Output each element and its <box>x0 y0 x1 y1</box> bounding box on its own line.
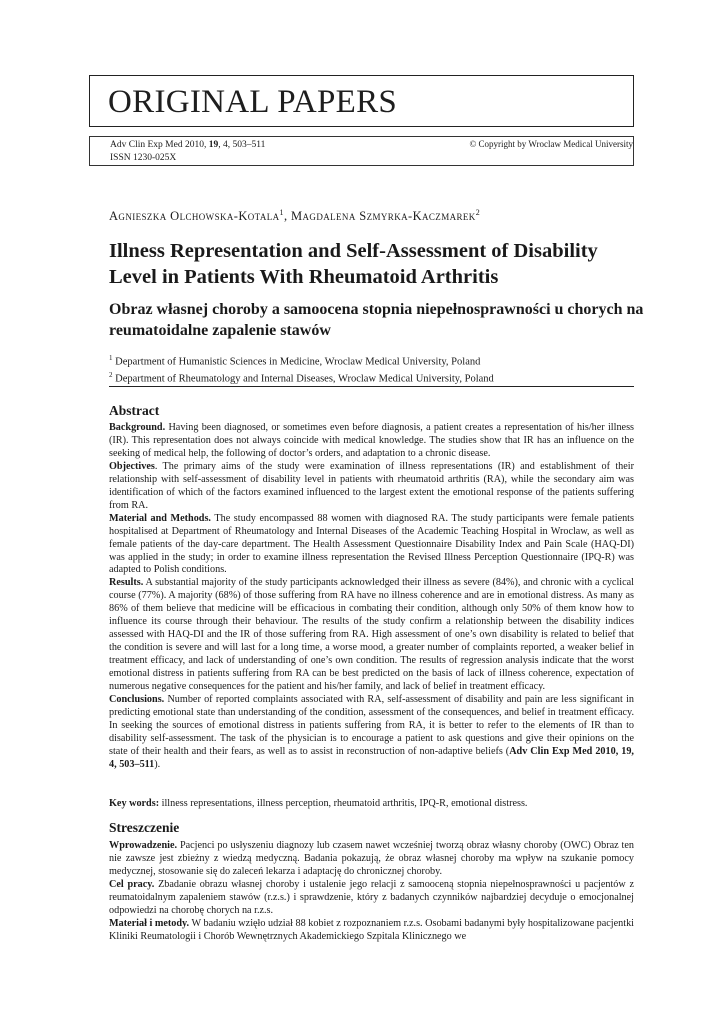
aim-text: Zbadanie obrazu własnej choroby i ustalenie jego relacji z samooceną stopnia niepełnosprawności u pacjentów z reumatoidalnym zapaleniem stawów (r.z.s.) i sprawdzenie, który z badanych czynników najbardziej decyduje o emocjonalnej odpowiedzi na chorobę chorych na r.z.s. <box>109 878 635 916</box>
citation-volume: 19 <box>208 140 219 150</box>
author-separator: , <box>283 209 292 224</box>
conclusions-label: Conclusions. <box>109 694 165 706</box>
abstract-results <box>109 577 634 694</box>
abstract-body <box>109 422 634 772</box>
affiliation-1-mark: 1 <box>109 354 113 362</box>
affiliation-1-text: Department of Humanistic Sciences in Medicine, Wroclaw Medical University, Poland <box>115 356 481 368</box>
intro-text: Pacjenci po usłyszeniu diagnozy lub czasem nawet wcześniej tworzą obraz własny choroby (OWC) Obraz ten nie zawsze jest zbieżny z wiedzą medyczną. Badania pokazują, że obraz własnej choroby ma wpływ na szukanie pomocy medycznej, stosowanie się do zaleceń lekarza i adaptację do chronicznej choroby. <box>109 840 635 877</box>
conclusions-citation: Adv Clin Exp Med 2010, 19, 4, 503–511 <box>109 745 634 770</box>
background-label: Background. <box>109 422 166 433</box>
objectives-text: . The primary aims of the study were examination of illness representations (IR) and establishment of their relationship with self-assessment of disability level in patients with rheumatoid arthritis (RA), while the secondary aim was identification of which of the factors examined influenced to the largest extent the emotional response of the patients suffering from RA. <box>109 460 634 511</box>
abstract-objectives <box>109 461 634 513</box>
author-1-affiliation-mark: 1 <box>279 208 284 217</box>
results-text: A substantial majority of the study participants acknowledged their illness as severe (84%), and chronic with a cyclical course (77%). A majority (68%) of those suffering from RA have no illness coherence and are in emotional distress. As many as 86% of them believe that medicine will be efficacious in combating their condition, although only 50% of them know how to influence its course through their behaviour. The results of the study confirm a relationship between the disability indices assessed with HAQ-DI and the IR of those suffering from RA. High assessment of one’s own disability is related to belief that the condition is severe and will last for a long time, a worse mood, a greater number of complaints reported, a weaker belief in treatment efficacy, and lack of understanding of one’s own condition. The results of regression analysis indicate that the worst emotional distress in patients suffering from RA can be best predicted on the basis of lack of illness coherence, expectation of numerous negative consequences for the patient and his/her family, and lack of belief in treatment efficacy. <box>109 577 634 693</box>
author-2: Magdalena Szmyrka-Kaczmarek <box>291 209 476 224</box>
citation-issn: ISSN 1230-025X <box>110 153 177 163</box>
methods-text: The study encompassed 88 women with diagnosed RA. The study participants were female patients hospitalised at Department of Rheumatology and Internal Diseases of the Academic Teaching Hospital in Wroclaw, as well as female patients of the day-care department. The Health Assessment Questionnaire Disability Index and Pain Scale (HAQ-DI) was applied in the study; in order to examine illness representation the Revised Illness Perception Questionnaire (IPQ-R) was adapted to Polish conditions. <box>109 512 634 576</box>
streszczenie-methods <box>109 918 634 944</box>
author-2-affiliation-mark: 2 <box>475 208 481 217</box>
keywords <box>109 797 634 810</box>
affiliation-2-mark: 2 <box>109 371 113 379</box>
objectives-label: Objectives <box>109 460 155 472</box>
abstract-heading: Abstract <box>109 403 160 418</box>
results-label: Results. <box>109 577 144 589</box>
author-1: Agnieszka Olchowska-Kotala <box>109 209 280 224</box>
affiliation-2 <box>109 369 629 386</box>
streszczenie-aim <box>109 879 634 918</box>
copyright-notice: © Copyright by Wroclaw Medical University <box>469 139 633 149</box>
author-list <box>109 208 480 224</box>
affiliation-1 <box>109 352 629 369</box>
methods-label: Material and Methods. <box>109 512 211 524</box>
aim-label: Cel pracy. <box>109 878 155 890</box>
citation-pages: , 4, 503–511 <box>218 140 266 150</box>
citation-journal: Adv Clin Exp Med 2010, <box>110 140 209 150</box>
paper-title-polish: Obraz własnej choroby a samoocena stopnia niepełnosprawności u chorych na reumatoidalne zapalenie stawów <box>109 301 644 339</box>
conclusions-end: ). <box>154 758 161 770</box>
streszczenie-heading: Streszczenie <box>109 820 180 835</box>
paper-title: Illness Representation and Self-Assessment of Disability Level in Patients With Rheumatoid Arthritis <box>109 240 598 288</box>
divider-rule <box>109 386 634 387</box>
streszczenie-methods-label: Materiał i metody. <box>109 917 190 929</box>
section-title: ORIGINAL PAPERS <box>108 84 398 120</box>
intro-label: Wprowadzenie. <box>109 840 178 851</box>
abstract-background <box>109 422 634 461</box>
affiliations <box>109 352 629 386</box>
conclusions-text: Number of reported complaints associated with RA, self-assessment of disability and pain are less significant in predicting emotional state than understanding of the condition, assessment of the consequences, and belief in treatment efficacy. In seeking the sources of emotional distress in patients suffering from RA, it is better to refer to the elements of IR than to disability self-assessment. The task of the physician is to encourage a patient to ask questions and give their opinions on the state of their health and their fears, as well as to assist in reconstruction of non-adaptive beliefs ( <box>109 694 634 757</box>
streszczenie-intro <box>109 840 634 879</box>
keywords-text: illness representations, illness perception, rheumatoid arthritis, IPQ-R, emotional distress. <box>161 798 528 809</box>
abstract-methods <box>109 513 634 578</box>
background-text: Having been diagnosed, or sometimes even before diagnosis, a patient creates a representation of his/her illness (IR). This representation does not always coincide with medical knowledge. The studies show that IR has an influence on the seeking of medical help, the following of doctor’s orders, and adaptation to a chronic disease. <box>109 422 634 459</box>
streszczenie-methods-text: W badaniu wzięło udział 88 kobiet z rozpoznaniem r.z.s. Osobami badanymi były hospitalizowane pacjentki Kliniki Reumatologii i Chorób Wewnętrznych Akademickiego Szpitala Klinicznego we <box>109 917 635 942</box>
affiliation-2-text: Department of Rheumatology and Internal Diseases, Wroclaw Medical University, Poland <box>115 373 494 385</box>
journal-citation <box>110 139 265 165</box>
abstract-conclusions <box>109 694 634 772</box>
keywords-label: Key words: <box>109 798 160 809</box>
streszczenie-body <box>109 840 634 944</box>
